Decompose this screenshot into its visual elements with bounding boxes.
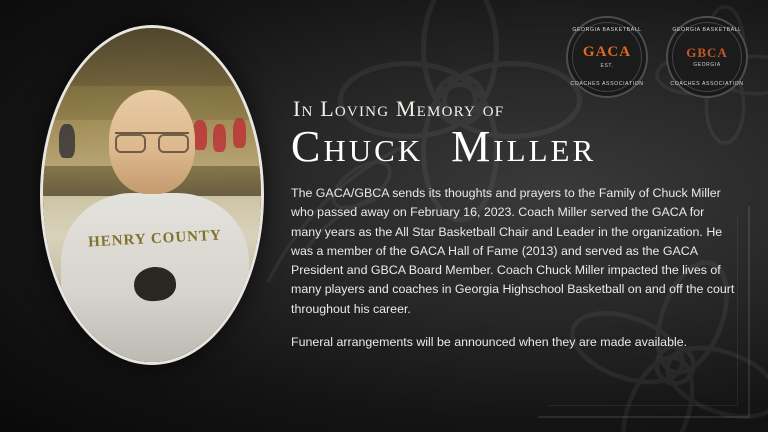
memorial-text-block bbox=[289, 96, 737, 352]
logo-mark-text: GACA bbox=[582, 44, 632, 60]
logo-core bbox=[568, 45, 646, 69]
gbca-logo[interactable] bbox=[666, 16, 748, 98]
crowd-figure bbox=[193, 120, 207, 150]
logo-mark-text: GBCA bbox=[686, 45, 728, 60]
shirt bbox=[61, 193, 249, 365]
logo-arc-bottom-text: COACHES ASSOCIATION bbox=[570, 81, 644, 87]
logo-arc-bottom-text: COACHES ASSOCIATION bbox=[670, 81, 744, 87]
shirt-logo-icon bbox=[133, 266, 177, 303]
logo-core bbox=[668, 46, 746, 68]
chuck-miller-photo bbox=[43, 28, 261, 362]
crowd-figure bbox=[233, 118, 246, 148]
memorial-paragraph-secondary: Funeral arrangements will be announced when they are made available. bbox=[291, 334, 688, 349]
crowd-figure bbox=[213, 124, 226, 152]
crowd-figure bbox=[59, 124, 75, 158]
gaca-logo[interactable] bbox=[566, 16, 648, 98]
gym-background-band bbox=[43, 28, 261, 86]
memorial-paragraph-primary: The GACA/GBCA sends its thoughts and prayers to the Family of Chuck Miller who passed away on February 16, 2023. Coach Miller served the GACA for many years as the All Star Basketball Chair and Leader in the organization. He was a member of the GACA Hall of Fame (2013) and served as the GACA President and GBCA Board Member. Coach Chuck Miller impacted the lives of many players and coaches in Georgia Highschool Basketball on and off the court throughout his career. bbox=[291, 186, 735, 316]
glasses-icon bbox=[115, 132, 189, 150]
logo-arc-top-text: GEORGIA BASKETBALL bbox=[672, 27, 742, 33]
shirt-text: HENRY COUNTY bbox=[87, 227, 223, 251]
deceased-name: Chuck Miller bbox=[291, 122, 597, 171]
logo-arc-top-text: GEORGIA BASKETBALL bbox=[572, 27, 642, 33]
memorial-eyebrow: In Loving Memory of bbox=[293, 96, 505, 121]
portrait-frame bbox=[40, 25, 264, 365]
logo-sub-text: GEORGIA bbox=[693, 62, 721, 68]
logo-sub-text: EST. bbox=[600, 63, 614, 69]
